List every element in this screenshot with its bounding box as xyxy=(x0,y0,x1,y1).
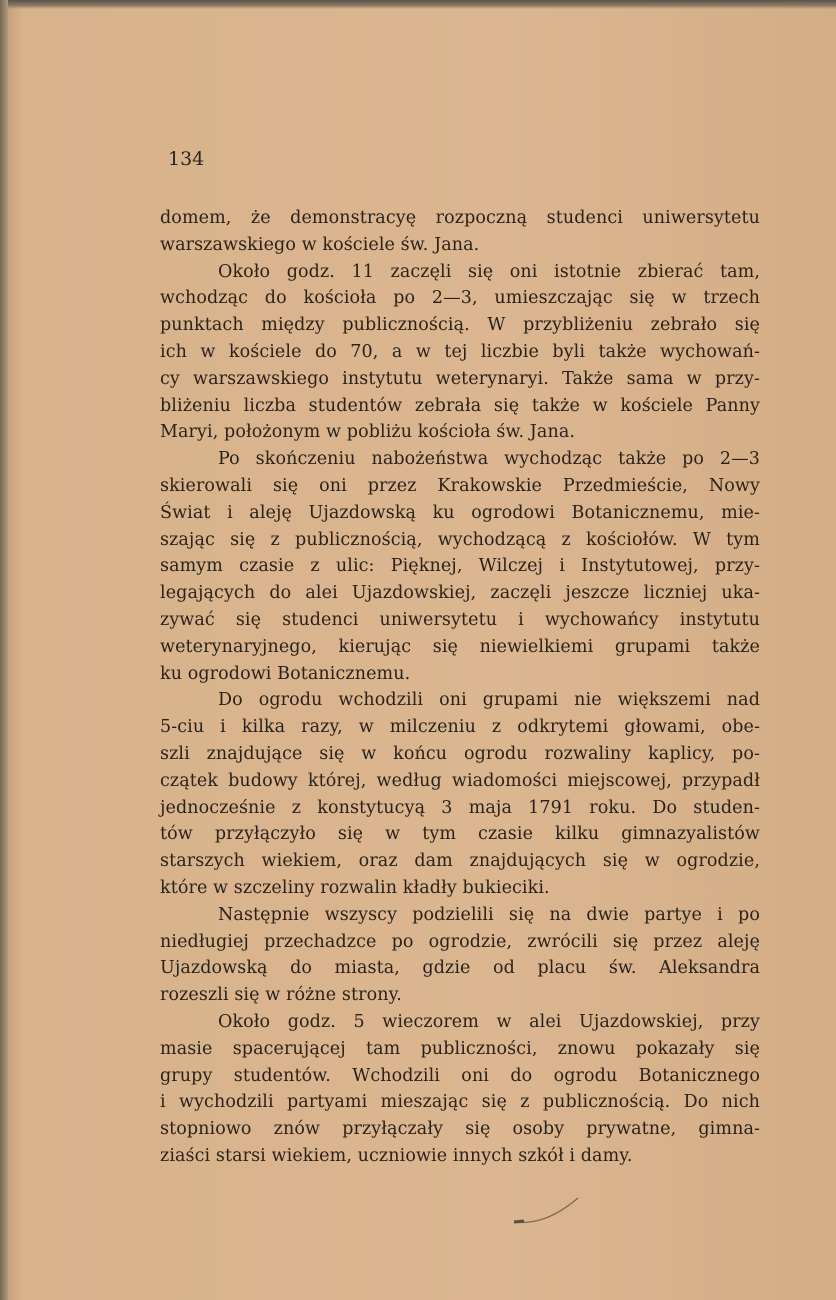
text-line: bliżeniu liczba studentów zebrała się także w kościele Panny xyxy=(160,395,760,416)
text-line: Świat i aleję Ujazdowską ku ogrodowi Botanicznemu, mie- xyxy=(160,502,760,523)
text-line: stopniowo znów przyłączały się osoby prywatne, gimna- xyxy=(160,1119,760,1140)
text-line: Około godz. 5 wieczorem w alei Ujazdowskiej, przy xyxy=(218,1011,760,1032)
text-line: Maryi, położonym w pobliżu kościoła św. Jana. xyxy=(160,422,576,443)
text-line: Ujazdowską do miasta, gdzie od placu św. Aleksandra xyxy=(160,958,760,979)
text-line: samym czasie z ulic: Pięknej, Wilczej i Instytutowej, przy- xyxy=(160,556,760,577)
text-line: cy warszawskiego instytutu weterynaryi. Także sama w przy- xyxy=(160,368,760,389)
text-line: szli znajdujące się w końcu ogrodu rozwaliny kaplicy, po- xyxy=(160,743,760,764)
text-line: masie spacerującej tam publiczności, znowu pokazały się xyxy=(160,1038,760,1059)
text-line: i wychodzili partyami mieszając się z publicznością. Do nich xyxy=(160,1092,760,1113)
text-line: legających do alei Ujazdowskiej, zaczęli jeszcze liczniej uka- xyxy=(160,583,760,604)
text-line: szając się z publicznością, wychodzącą z kościołów. W tym xyxy=(160,529,760,550)
text-line: starszych wiekiem, oraz dam znajdujących się w ogrodzie, xyxy=(160,851,760,872)
text-line: warszawskiego w kościele św. Jana. xyxy=(160,234,480,255)
text-line: weterynaryjnego, kierując się niewielkiemi grupami także xyxy=(160,636,760,657)
text-line: punktach między publicznością. W przybliżeniu zebrało się xyxy=(160,315,760,336)
text-line: domem, że demonstracyę rozpoczną studenci uniwersytetu xyxy=(160,208,760,228)
text-line: Do ogrodu wchodzili oni grupami nie większemi nad xyxy=(218,690,760,711)
text-line: grupy studentów. Wchodzili oni do ogrodu Botanicznego xyxy=(160,1065,760,1086)
pen-stroke-mark xyxy=(512,1194,582,1228)
text-line: które w szczeliny rozwalin kładły bukieciki. xyxy=(160,877,550,898)
text-line: niedługiej przechadzce po ogrodzie, zwrócili się przez aleję xyxy=(160,931,760,952)
page-number: 134 xyxy=(168,148,205,170)
text-line: zywać się studenci uniwersytetu i wychowańcy instytutu xyxy=(160,609,760,630)
text-line: ich w kościele do 70, a w tej liczbie byli także wychowań- xyxy=(160,341,760,362)
text-line: Następnie wszyscy podzielili się na dwie partye i po xyxy=(218,904,760,925)
text-line: jednocześnie z konstytucyą 3 maja 1791 roku. Do studen- xyxy=(160,797,760,818)
text-line: skierowali się oni przez Krakowskie Przedmieście, Nowy xyxy=(160,475,760,496)
text-line: czątek budowy której, według wiadomości miejscowej, przypadł xyxy=(160,770,760,791)
text-line: ziaści starsi wiekiem, uczniowie innych szkół i damy. xyxy=(160,1145,633,1166)
book-spine-edge xyxy=(0,0,8,1300)
text-line: Około godz. 11 zaczęli się oni istotnie zbierać tam, xyxy=(218,261,760,282)
body-text xyxy=(160,205,760,1170)
text-line: wchodząc do kościoła po 2—3, umieszczając się w trzech xyxy=(160,288,760,309)
text-line: tów przyłączyło się w tym czasie kilku gimnazyalistów xyxy=(160,824,760,845)
text-line: 5-ciu i kilka razy, w milczeniu z odkrytemi głowami, obe- xyxy=(160,717,760,738)
text-line: ku ogrodowi Botanicznemu. xyxy=(160,663,411,684)
text-line: rozeszli się w różne strony. xyxy=(160,985,402,1006)
page-top-edge xyxy=(0,0,836,9)
text-line: Po skończeniu nabożeństwa wychodząc także po 2—3 xyxy=(218,449,760,470)
